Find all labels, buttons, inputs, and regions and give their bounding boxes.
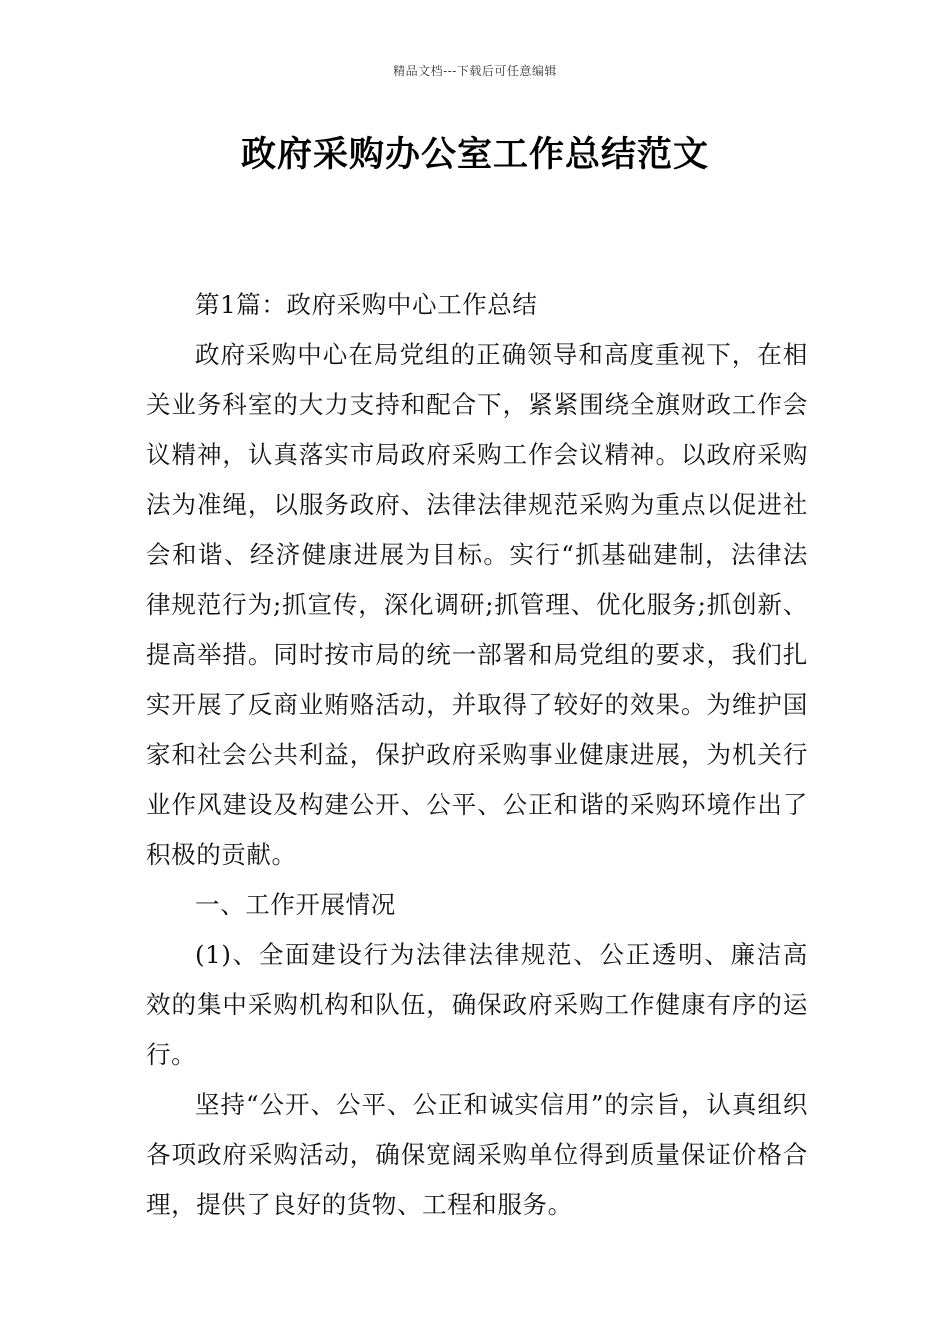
body-paragraph: 政府采购中心在局党组的正确领导和高度重视下，在相关业务科室的大力支持和配合下，紧紧围绕全旗财政工作会议精神，认真落实市局政府采购工作会议精神。以政府采购法为准绳，以服务政府、法律法律规范采购为重点以促进社会和谐、经济健康进展为目标。实行“抓基础建制，法律法律规范行为;抓宣传，深化调研;抓管理、优化服务;抓创新、提高举措。同时按市局的统一部署和局党组的要求，我们扎实开展了反商业贿赂活动，并取得了较好的效果。为维护国家和社会公共利益，保护政府采购事业健康进展，为机关行业作风建设及构建公开、公平、公正和谐的采购环境作出了积极的贡献。 [146,340,808,869]
section-heading: 第1篇：政府采购中心工作总结 [195,290,538,319]
section-heading: 一、工作开展情况 [195,890,396,919]
document-body [146,280,808,1230]
body-paragraph: (1)、全面建设行为法律法律规范、公正透明、廉洁高效的集中采购机构和队伍，确保政府采购工作健康有序的运行。 [146,940,808,1069]
body-paragraph: 坚持“公开、公平、公正和诚实信用”的宗旨，认真组织各项政府采购活动，确保宽阔采购单位得到质量保证价格合理，提供了良好的货物、工程和服务。 [146,1090,808,1219]
document-title: 政府采购办公室工作总结范文 [240,135,709,175]
header-note: 精品文档---下载后可任意编辑 [393,64,557,78]
